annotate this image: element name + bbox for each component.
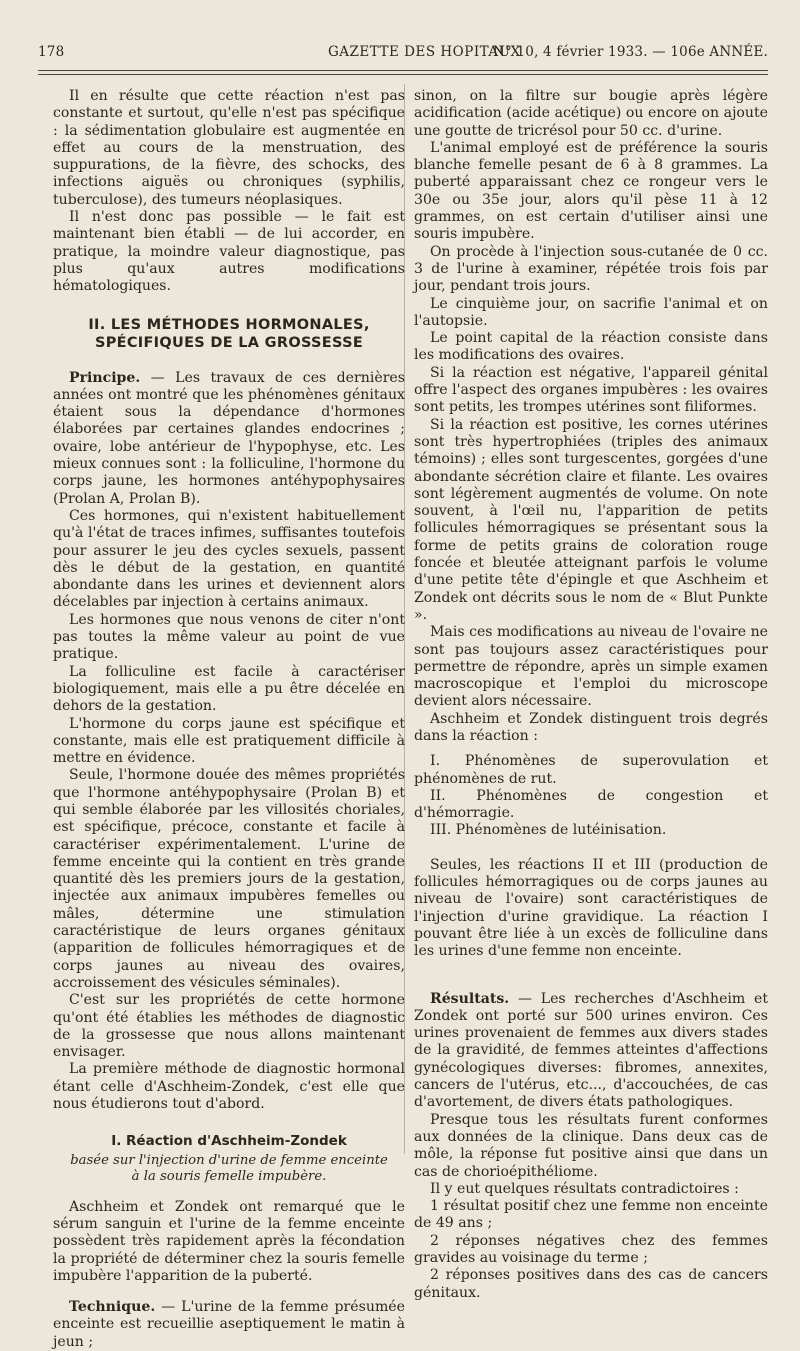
- paragraph: L'hormone du corps jaune est spécifique et constante, mais elle est pratiquement difficile à mettre en évidence.: [53, 715, 405, 767]
- paragraph: Il en résulte que cette réaction n'est pas constante et surtout, qu'elle n'est pas spécifique : la sédimentation globulaire est augmentée en effet au cours de la menstruation, des suppurations, de la fièvre, des schocks, des infections aiguës ou chroniques (syphilis, tuberculose), des tumeurs néoplasiques.: [53, 88, 405, 208]
- journal-title: GAZETTE DES HOPITAUX: [328, 44, 521, 60]
- spacer: [53, 1185, 405, 1199]
- spacer: [414, 745, 768, 753]
- paragraph: Presque tous les résultats furent conformes aux données de la clinique. Dans deux cas de môle, la réponse fut positive ainsi que dans un cas de chorioépithéliome.: [414, 1111, 768, 1180]
- technique-lead: Technique.: [69, 1299, 156, 1316]
- subsection-heading: I. Réaction d'Aschheim-Zondek: [111, 1133, 347, 1150]
- list-item: II. Phénomènes de congestion et d'hémorragie.: [414, 787, 768, 822]
- paragraph: Seules, les réactions II et III (production de follicules hémorragiques ou de corps jaunes au niveau de l'ovaire) sont caractéristiques de l'injection d'urine gravidique. La réaction I pouvant être liée à un excès de folliculine dans les urines d'une femme non enceinte.: [414, 856, 768, 960]
- header-rule-top: [38, 70, 768, 71]
- paragraph: C'est sur les propriétés de cette hormone qu'ont été établies les méthodes de diagnostic de la grossesse que nous allons maintenant envisager.: [53, 992, 405, 1061]
- subsection-caption-2: à la souris femelle impubère.: [131, 1168, 327, 1184]
- list-item: III. Phénomènes de lutéinisation.: [430, 822, 667, 839]
- issue-info: N° 10, 4 février 1933. — 106e ANNÉE.: [493, 44, 768, 60]
- paragraph: On procède à l'injection sous-cutanée de 0 cc. 3 de l'urine à examiner, répétée trois fois par jour, pendant trois jours.: [414, 243, 768, 295]
- paragraph: Les hormones que nous venons de citer n'ont pas toutes la même valeur au point de vue pratique.: [53, 611, 405, 663]
- page-number: 178: [38, 44, 65, 60]
- paragraph: Le cinquième jour, on sacrifie l'animal et on l'autopsie.: [414, 295, 768, 329]
- paragraph: Aschheim et Zondek distinguent trois degrés dans la réaction :: [414, 710, 768, 744]
- paragraph: La première méthode de diagnostic hormonal étant celle d'Aschheim-Zondek, c'est elle que nous étudierons tout d'abord.: [53, 1061, 405, 1113]
- subsection-caption-1: basée sur l'injection d'urine de femme enceinte: [70, 1152, 388, 1168]
- paragraph: Seule, l'hormone douée des mêmes propriétés que l'hormone antéhypophysaire (Prolan B) et qui semble élaborée par les villosités choriales, est spécifique, précoce, constante et facile à caractériser expérimentalement. L'urine de femme enceinte qui la contient en très grande quantité dès les premiers jours de la gestation, injectée aux animaux impubères femelles ou mâles, détermine une stimulation caractéristique de leurs organes génitaux (apparition de follicules hémorragiques et de corps jaunes au niveau des ovaires, accroissement des vésicules séminales).: [53, 767, 405, 991]
- principe-lead: Principe.: [69, 369, 141, 386]
- paragraph: sinon, on la filtre sur bougie après légère acidification (acide acétique) ou encore on ajoute une goutte de tricrésol pour 50 cc. d'urine.: [414, 88, 768, 139]
- spacer: [414, 840, 768, 857]
- paragraph: Le point capital de la réaction consiste dans les modifications des ovaires.: [414, 330, 768, 364]
- paragraph: Mais ces modifications au niveau de l'ovaire ne sont pas toujours assez caractéristiques pour permettre de répondre, après un simple examen macroscopique et l'emploi du microscope devient alors nécessaire.: [414, 624, 768, 710]
- paragraph: Aschheim et Zondek ont remarqué que le sérum sanguin et l'urine de la femme enceinte possèdent très rapidement après la fécondation la propriété de déterminer chez la souris femelle impubère l'apparition de la puberté.: [53, 1198, 405, 1284]
- list-item: I. Phénomènes de superovulation et phénomènes de rut.: [414, 753, 768, 787]
- paragraph: Ces hormones, qui n'existent habituellement qu'à l'état de traces infimes, suffisantes toutefois pour assurer le jeu des cycles sexuels, passent dès le début de la gestation, en quantité abondante dans les urines et deviennent alors décelables par injection à certains animaux.: [53, 507, 405, 611]
- resultats-text: — Les recherches d'Aschheim et Zondek ont porté sur 500 urines environ. Ces urines provenaient de femmes aux divers stades de la gravidité, de femmes atteintes d'affections gynécologiques diverses: fibromes, annexites, cancers de l'utérus, etc..., d'accouchées, de cas d'avortement, de divers états pathologiques.: [414, 990, 768, 1111]
- paragraph: Si la réaction est positive, les cornes utérines sont très hypertrophiées (triples des animaux témoins) ; elles sont turgescentes, gorgées d'une abondante sécrétion claire et filante. Les ovaires sont légèrement augmentés de volume. On note souvent, à l'œil nu, l'apparition de petits follicules hémorragiques se présentant sous la forme de petits grains de coloration rouge foncée et bleutée atteignant parfois le volume d'une petite tête d'épingle et que Aschheim et Zondek ont décrits sous le nom de « Blut Punkte ».: [414, 416, 768, 623]
- left-column: [53, 88, 405, 1351]
- resultats-lead: Résultats.: [430, 990, 510, 1007]
- paragraph-resultats: [414, 991, 768, 1112]
- paragraph: 2 réponses négatives chez des femmes gravides au voisinage du terme ;: [414, 1232, 768, 1266]
- spacer: [53, 1285, 405, 1299]
- header-rule-bottom: [38, 74, 768, 75]
- paragraph: L'animal employé est de préférence la souris blanche femelle pesant de 6 à 8 grammes. La puberté apparaissant chez ce rongeur vers le 30e ou 35e jour, alors qu'il pèse 11 à 12 grammes, on est certain d'utiliser ainsi une souris impubère.: [414, 139, 768, 243]
- page-header: [38, 44, 768, 68]
- spacer: [414, 961, 768, 991]
- technique-text: — L'urine de la femme présumée enceinte est recueillie aseptiquement le matin à jeun ;: [53, 1299, 405, 1350]
- paragraph: 1 résultat positif chez une femme non enceinte de 49 ans ;: [414, 1198, 768, 1232]
- paragraph: Il n'est donc pas possible — le fait est maintenant bien établi — de lui accorder, en pratique, la moindre valeur diagnostique, pas plus qu'aux autres modifications hématologiques.: [53, 209, 405, 295]
- principe-text: — Les travaux de ces dernières années ont montré que les phénomènes génitaux étaient sous la dépendance d'hormones élaborées par certaines glandes endocrines ; ovaire, lobe antérieur de l'hypophyse, etc. Les mieux connues sont : la folliculine, l'hormone du corps jaune, les hormones antéhypophysaires (Prolan A, Prolan B).: [53, 369, 405, 507]
- paragraph: Il y eut quelques résultats contradictoires :: [430, 1180, 739, 1197]
- paragraph: Si la réaction est négative, l'appareil génital offre l'aspect des organes impubères : les ovaires sont petits, les trompes utérines sont filiformes.: [414, 364, 768, 416]
- paragraph: 2 réponses positives dans des cas de cancers génitaux.: [414, 1267, 768, 1301]
- section-heading: II. LES MÉTHODES HORMONALES, SPÉCIFIQUES DE LA GROSSESSE: [88, 316, 370, 351]
- paragraph: La folliculine est facile à caractériser biologiquement, mais elle a pu être décelée en dehors de la gestation.: [53, 663, 405, 715]
- paragraph-technique: [53, 1299, 405, 1351]
- paragraph-principe: [53, 370, 405, 508]
- right-column: [414, 88, 768, 1302]
